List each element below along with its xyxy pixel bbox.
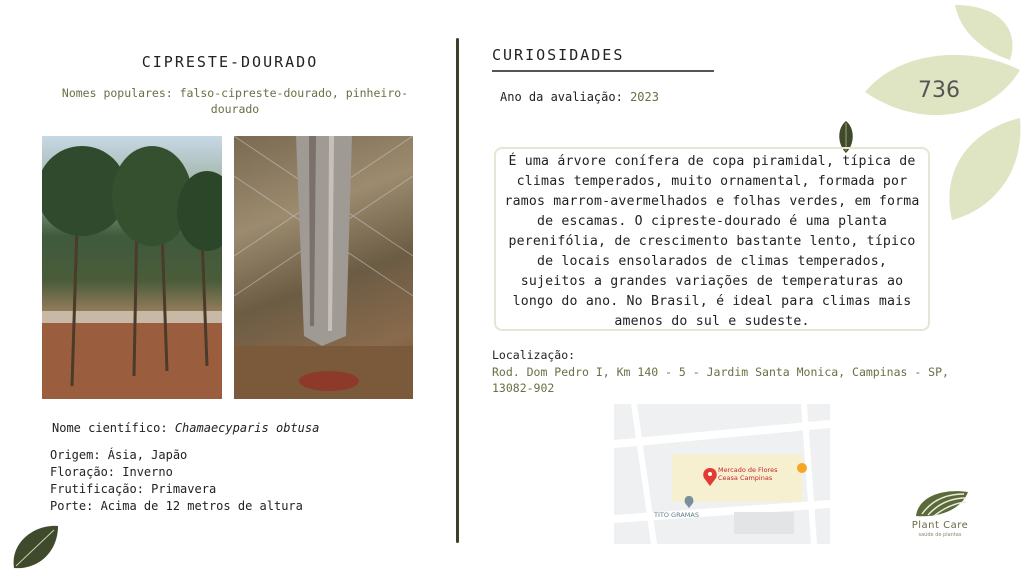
- scientific-value: Chamaecyparis obtusa: [174, 421, 320, 435]
- corner-leaf-icon: [10, 522, 60, 570]
- plant-title: CIPRESTE-DOURADO: [141, 53, 319, 71]
- vertical-divider: [456, 38, 459, 543]
- map-street-label: TITO GRAMAS: [654, 511, 699, 519]
- scientific-name: [52, 420, 319, 437]
- leaf-bottom: [949, 118, 1020, 220]
- logo-name: Plant Care: [911, 520, 969, 531]
- map-place-line-2: Ceasa Campinas: [718, 474, 773, 482]
- eval-label: Ano da avaliação:: [500, 90, 623, 104]
- location-map[interactable]: [614, 404, 830, 544]
- scientific-label: Nome científico:: [52, 421, 168, 435]
- map-place-label: [718, 466, 778, 482]
- popular-names: Nomes populares: falso-cipreste-dourado, pinheiro-dourado: [61, 86, 409, 116]
- evaluation-year: [500, 90, 659, 104]
- logo-tagline: saúde de plantas: [918, 532, 962, 538]
- photo-trunk: [234, 136, 413, 399]
- description-box: [494, 147, 930, 331]
- location-label: Localização:: [492, 348, 576, 362]
- leaf-top: [955, 5, 1013, 60]
- plant-details: [50, 447, 303, 515]
- detail-fruiting: Frutificação: Primavera: [50, 482, 217, 496]
- eval-value: 2023: [630, 90, 659, 104]
- food-pin-icon: [797, 463, 807, 473]
- logo-icon: [912, 486, 972, 520]
- location-value: Rod. Dom Pedro I, Km 140 - 5 - Jardim Santa Monica, Campinas - SP, 13082-902: [492, 365, 949, 395]
- photo-trees: [42, 136, 222, 399]
- curiosities-title: CURIOSIDADES: [492, 46, 625, 64]
- title-underline: [492, 70, 714, 72]
- detail-size: Porte: Acima de 12 metros de altura: [50, 499, 303, 513]
- map-place-line-1: Mercado de Flores: [718, 466, 778, 474]
- detail-flowering: Floração: Inverno: [50, 465, 173, 479]
- description-text: É uma árvore conífera de copa piramidal, típica de climas temperados, muito ornamental, formada por ramos marrom-avermelhados e folhas verdes, em forma de escamas. O cipreste-dourado é uma planta perenifólia, de crescimento bastante lento, típico de locais ensolarados de climas temperados, sujeitos a grandes variações de temperaturas ao longo do ano. No Brasil, é ideal para climas mais amenos do sul e sudeste.: [504, 154, 920, 329]
- plant-id-number: 736: [918, 78, 960, 103]
- detail-origin: Origem: Ásia, Japão: [50, 448, 188, 462]
